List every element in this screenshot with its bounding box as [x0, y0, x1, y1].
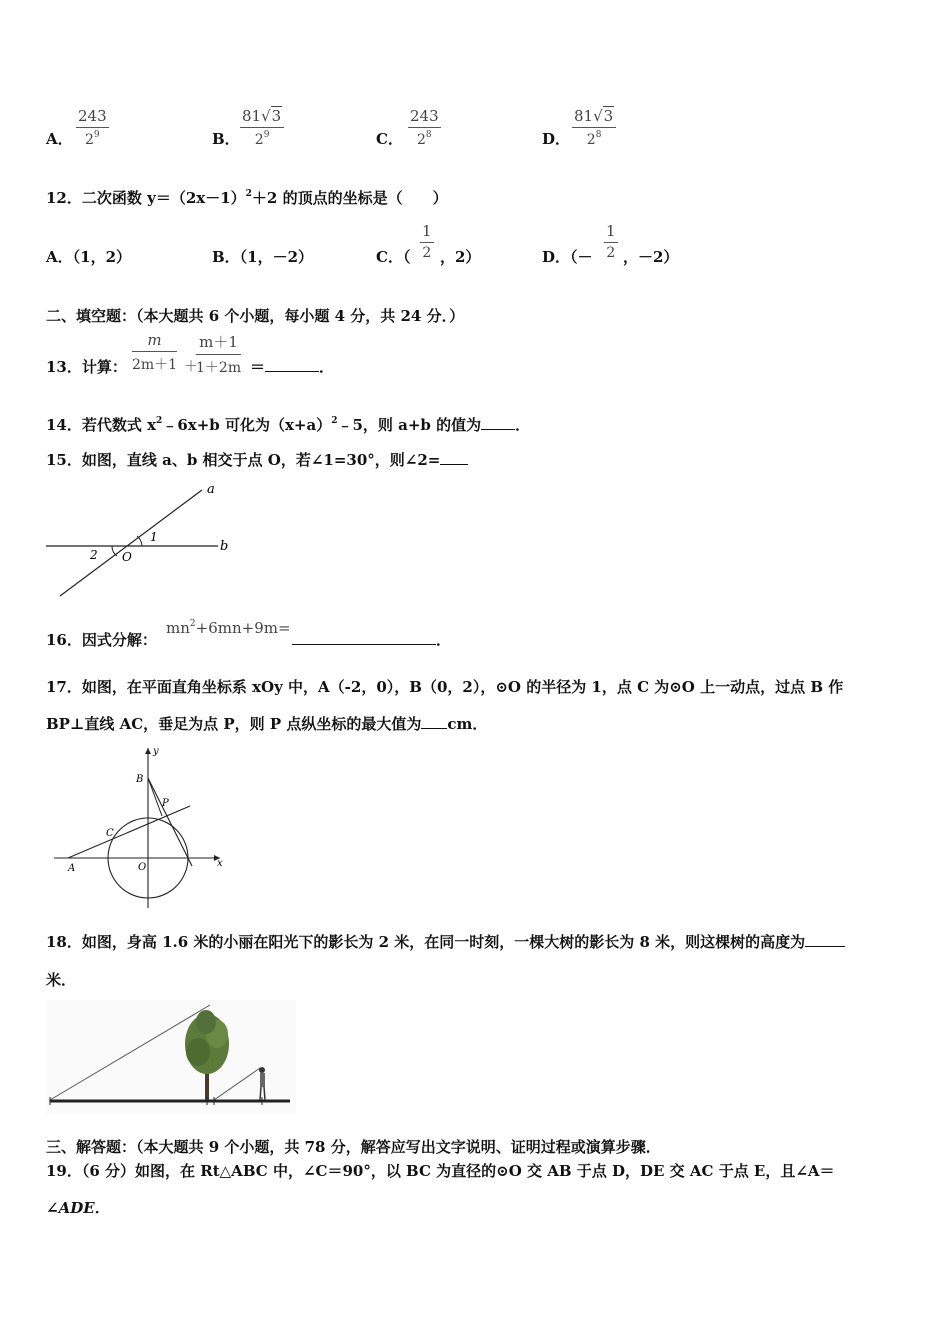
label-b: b	[220, 539, 229, 554]
label-c: C	[106, 828, 114, 839]
q11-option-d-fraction: $\frac{81√3}{2^8}$	[572, 107, 616, 148]
q11-option-c-fraction: $\frac{243}{2^8}$	[410, 107, 439, 148]
line-b-p	[148, 778, 162, 816]
q12-option-c-fraction: $\frac{1}{2}$	[422, 222, 432, 261]
q13-plus: ＋	[184, 359, 198, 375]
q14-text: 14．若代数式 $x^2﹣6x+b$ 可化为$(x+a)^2﹣5$，则 a+b 的值为 ．	[46, 416, 531, 434]
label-1: 1	[150, 530, 158, 544]
q16-answer-blank	[292, 644, 436, 645]
label-o: O	[138, 862, 147, 873]
q11-option-a-letter: A．	[46, 130, 73, 148]
q13-fraction-2: $\frac{m+1}{1+2m}$	[196, 333, 242, 376]
y-axis-arrow	[145, 748, 151, 754]
q12-option-d-letter: D．（－	[542, 248, 593, 266]
q15-answer-blank	[440, 464, 468, 465]
q16-answer: ．	[292, 629, 451, 650]
q18-line-1: 18．如图，身高 1.6 米的小丽在阳光下的影长为 2 米，在同一时刻，一棵大树的影长为 8 米，则这棵树的高度为	[46, 931, 845, 952]
q17-line-2: BP⊥直线 AC，垂足为点 P，则 P 点纵坐标的最大值为 cm．	[46, 715, 488, 733]
q18-figure	[46, 1000, 296, 1114]
q17-line-1: 17．如图，在平面直角坐标系 xOy 中，A（-2，0），B（0，2），⊙O 的半径为 1，点 C 为⊙O 上一动点，过点 B 作	[46, 678, 844, 696]
label-a: a	[207, 482, 215, 497]
line-ac	[68, 806, 190, 858]
q14-answer-blank	[481, 429, 515, 430]
line-a	[60, 490, 202, 596]
label-a: A	[68, 863, 76, 874]
line-bp	[148, 778, 192, 866]
q12-option-c-tail: ，2）	[440, 248, 481, 266]
section-2-heading: 二、填空题：（本大题共 6 个小题，每小题 4 分，共 24 分．）	[46, 307, 465, 325]
q12-option-d-tail: ，－2）	[623, 248, 679, 266]
q12-option-a: A．（1，2）	[46, 248, 132, 266]
q13-answer: ＝ ．	[250, 358, 335, 376]
q18-line-2: 米．	[46, 971, 77, 989]
label-p: P	[162, 798, 169, 809]
q16-expression: $mn^2+6mn+9m=$	[166, 619, 291, 637]
q11-option-c-letter: C．	[376, 130, 403, 148]
q11-option-b-fraction: $\frac{81√3}{2^9}$	[240, 107, 284, 148]
q12-option-d-fraction: $\frac{1}{2}$	[606, 222, 616, 261]
label-2: 2	[90, 548, 98, 562]
q11-option-d-letter: D．	[542, 130, 571, 148]
q18-figure-background	[46, 1000, 296, 1114]
q17-answer-blank	[421, 728, 447, 729]
q13-answer-blank	[265, 371, 319, 372]
q13-fraction-1: $\frac{m}{2m+1}$	[132, 331, 178, 373]
q16-label: 16．因式分解：	[46, 631, 157, 649]
q12-option-c-letter: C．（	[376, 248, 411, 266]
q15-figure	[40, 478, 240, 600]
q19-line-2: ∠ADE．	[46, 1199, 110, 1217]
q11-option-b-letter: B．	[212, 130, 240, 148]
section-3-heading: 三、解答题：（本大题共 9 个小题，共 78 分，解答应写出文字说明、证明过程或演算步骤．	[46, 1138, 661, 1156]
label-x: x	[217, 858, 223, 869]
q11-option-a-fraction: $\frac{243}{2^9}$	[78, 107, 107, 148]
q12-stem: 12．二次函数 $y=(2x-1)^2+2$ 的顶点的坐标是（ ）	[46, 189, 448, 207]
label-o: O	[122, 550, 132, 564]
q19-line-1: 19．（6 分）如图，在 Rt△ABC 中，∠C＝90°，以 BC 为直径的⊙O 交 AB 于点 D，DE 交 AC 于点 E，且∠A＝	[46, 1162, 835, 1180]
q17-figure	[50, 744, 230, 914]
q13-label: 13．计算：	[46, 358, 127, 376]
q15-text: 15．如图，直线 a、b 相交于点 O，若∠1=30°，则∠2=	[46, 449, 468, 470]
q18-answer-blank	[805, 946, 845, 947]
label-y: y	[153, 746, 159, 757]
label-b: B	[136, 774, 144, 785]
q12-option-b: B．（1，－2）	[212, 248, 314, 266]
